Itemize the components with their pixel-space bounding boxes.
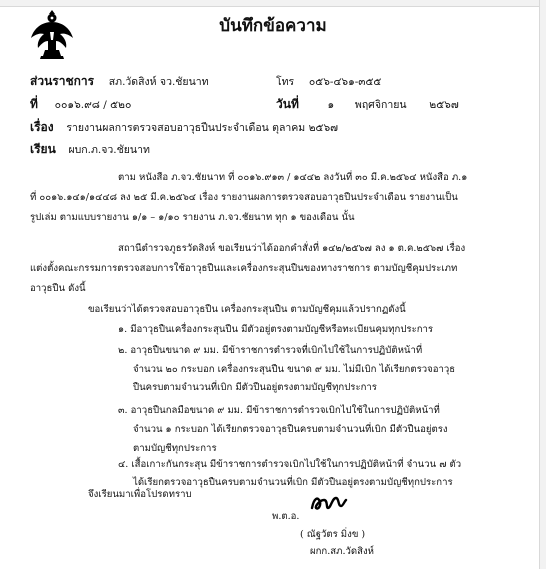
window-top-edge xyxy=(0,0,546,7)
list-item-2-line-2: จำนวน ๒๐ กระบอก เครื่องกระสุนปืน ขนาด ๙ มม. ไม่มีเบิก ได้เรียกตรวจอาวุธ xyxy=(133,364,456,375)
list-item-3-line-1: ๓. อาวุธปืนกลมือขนาด ๙ มม. มีข้าราชการตำรวจเบิกไปใช้ในการปฏิบัติหน้าที่ xyxy=(118,405,440,416)
signature-rank: พ.ต.อ. xyxy=(272,511,300,522)
phone-label: โทร xyxy=(276,76,295,88)
subject-label: เรื่อง xyxy=(30,120,54,134)
subject-row xyxy=(30,118,338,137)
phone-value: ๐๕๖-๔๖๑-๓๕๕ xyxy=(308,76,382,88)
date-label: วันที่ xyxy=(276,97,299,111)
paragraph-3-intro: ขอเรียนว่าได้ตรวจสอบอาวุธปืน เครื่องกระสุนปืน ตามบัญชีคุมแล้วปรากฏดังนี้ xyxy=(88,304,406,315)
ref-label: ที่ xyxy=(30,97,38,111)
to-value: ผบก.ภ.จว.ชัยนาท xyxy=(68,144,150,156)
paragraph-2-line-2: แต่งตั้งคณะกรรมการตรวจสอบการใช้อาวุธปืนและเครื่องกระสุนปืนของทางราชการ ตามบัญชีคุมประเภท xyxy=(30,263,458,274)
ref-row xyxy=(30,95,131,114)
paragraph-2-line-1: สถานีตำรวจภูธรวัดสิงห์ ขอเรียนว่าได้ออกคำสั่งที่ ๑๔๒/๒๕๖๗ ลง ๑ ต.ค.๒๕๖๗ เรื่อง xyxy=(118,243,466,254)
to-row xyxy=(30,140,150,159)
ref-value: ๐๐๑๖.๙๘ / ๕๒๐ xyxy=(54,99,132,111)
handwritten-signature-icon xyxy=(308,490,348,516)
signer-name: ( ณัฐวัตร มิ่งข ) xyxy=(300,529,366,540)
agency-label: ส่วนราชการ xyxy=(30,74,95,88)
list-item-4-line-2: ได้เรียกตรวจอาวุธปืนครบตามจำนวนที่เบิก มีตัวปืนอยู่ตรงตามบัญชีทุกประการ xyxy=(133,477,453,488)
list-item-3-line-2: จำนวน ๑ กระบอก ได้เรียกตรวจอาวุธปืนครบตามจำนวนที่เบิก มีตัวปืนอยู่ตรง xyxy=(133,424,448,435)
date-month: พฤศจิกายน xyxy=(354,99,407,111)
list-item-4-line-1: ๔. เสื้อเกาะกันกระสุน มีข้าราชการตำรวจเบิกไปใช้ในการปฏิบัติหน้าที่ จำนวน ๗ ตัว xyxy=(118,459,462,470)
window-right-scrollbar[interactable] xyxy=(539,0,546,569)
date-row xyxy=(276,95,459,114)
list-item-3-line-3: ตามบัญชีทุกประการ xyxy=(133,443,217,454)
paragraph-1-line-3: รูปเล่ม ตามแบบรายงาน ๑/๑ – ๑/๑๐ รายงาน ภ.จว.ชัยนาท ทุก ๑ ของเดือน นั้น xyxy=(30,212,355,223)
list-item-2-line-3: ปืนครบตามจำนวนที่เบิก มีตัวปืนอยู่ตรงตามบัญชีทุกประการ xyxy=(133,382,377,393)
agency-value: สภ.วัดสิงห์ จว.ชัยนาท xyxy=(108,76,209,88)
phone-row xyxy=(276,73,381,90)
agency-row xyxy=(30,72,209,91)
closing-line: จึงเรียนมาเพื่อโปรดทราบ xyxy=(88,489,192,500)
paragraph-1-line-1: ตาม หนังสือ ภ.จว.ชัยนาท ที่ ๐๐๑๖.๙๑๓ / ๑๔๔๒ ลงวันที่ ๓๐ มี.ค.๒๕๖๔ หนังสือ ภ.๑ xyxy=(118,172,468,183)
paragraph-1-line-2: ที่ ๐๐๑๖.๑๔๑/๑๔๔๘ ลง ๒๕ มี.ค.๒๕๖๔ เรื่อง รายงานผลการตรวจสอบอาวุธปืนประจำเดือน รายงานเป็น xyxy=(30,192,458,203)
subject-value: รายงานผลการตรวจสอบอาวุธปืนประจำเดือน ตุลาคม ๒๕๖๗ xyxy=(66,122,338,134)
date-year: ๒๕๖๗ xyxy=(429,99,459,111)
date-day: ๑ xyxy=(327,99,335,111)
signer-position: ผกก.สภ.วัดสิงห์ xyxy=(310,546,374,557)
list-item-2-line-1: ๒. อาวุธปืนขนาด ๙ มม. มีข้าราชการตำรวจที่เบิกไปใช้ในการปฏิบัติหน้าที่ xyxy=(118,345,423,356)
paragraph-2-line-3: อาวุธปืน ดังนี้ xyxy=(30,283,86,294)
to-label: เรียน xyxy=(30,142,56,156)
memo-title: บันทึกข้อความ xyxy=(219,16,327,36)
list-item-1-line-1: ๑. มีอาวุธปืนเครื่องกระสุนปืน มีตัวอยู่ตรงตามบัญชีหรือทะเบียนคุมทุกประการ xyxy=(118,324,434,335)
